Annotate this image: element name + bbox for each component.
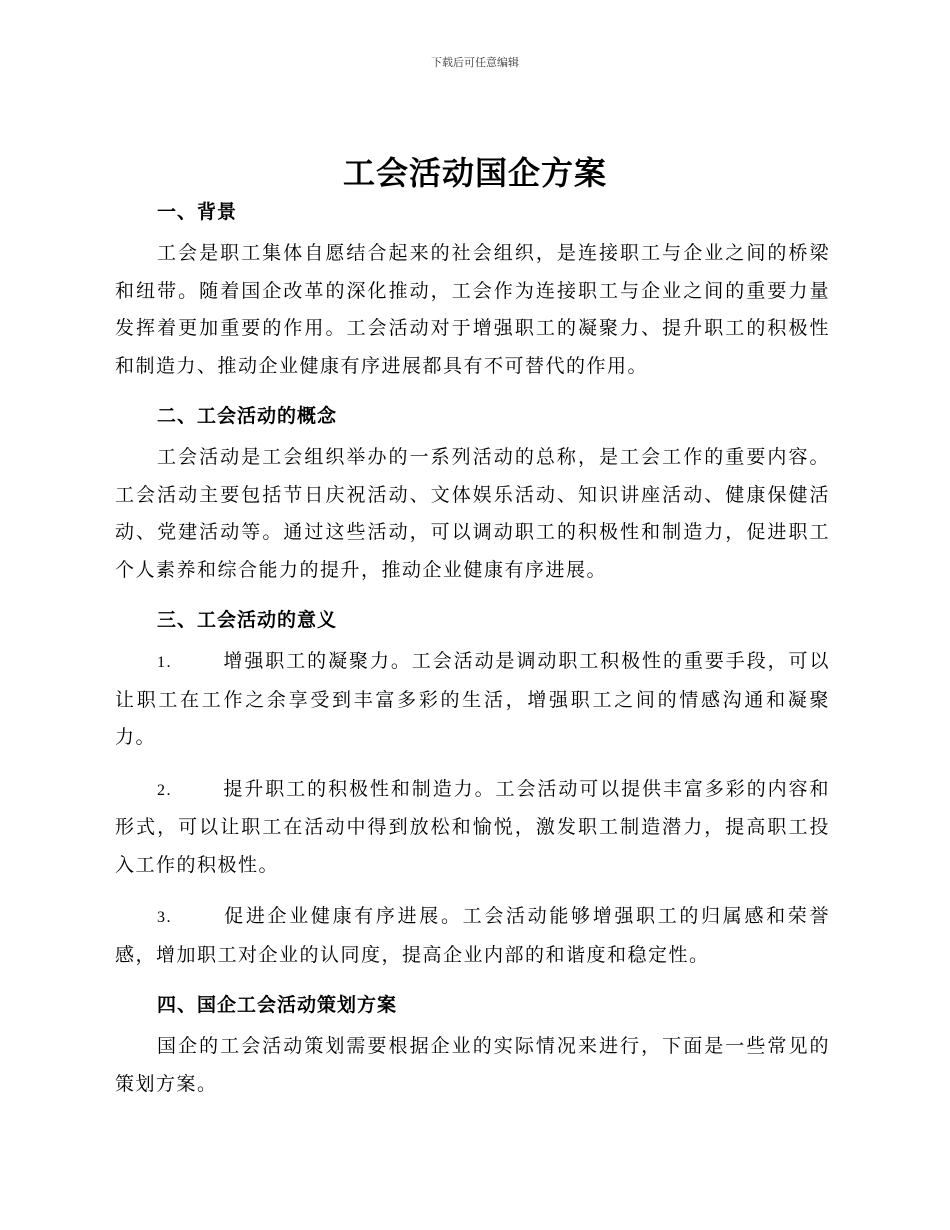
section-heading-background: 一、背景 — [157, 201, 238, 223]
item-number: 1. — [157, 654, 172, 671]
numbered-item — [115, 898, 830, 974]
item-number: 2. — [157, 781, 172, 799]
item-text: 促进企业健康有序进展。工会活动能够增强职工的归属感和荣誉感，增加职工对企业的认同度，提高企业内部的和谐度和稳定性。 — [115, 905, 830, 966]
item-text: 提升职工的积极性和制造力。工会活动可以提供丰富多彩的内容和形式，可以让职工在活动中得到放松和愉悦，激发职工制造潜力，提高职工投入工作的积极性。 — [115, 777, 830, 876]
section-heading-plan: 四、国企工会活动策划方案 — [157, 994, 398, 1016]
section-paragraph: 国企的工会活动策划需要根据企业的实际情况来进行，下面是一些常见的策划方案。 — [115, 1035, 830, 1095]
section-heading-significance: 三、工会活动的意义 — [157, 609, 338, 631]
section-paragraph: 工会活动是工会组织举办的一系列活动的总称，是工会工作的重要内容。工会活动主要包括节日庆祝活动、文体娱乐活动、知识讲座活动、健康保健活动、党建活动等。通过这些活动，可以调动职工的积极性和制造力，促进职工个人素养和综合能力的提升，推动企业健康有序进展。 — [115, 446, 830, 581]
document-body — [115, 195, 830, 1117]
section-heading-concept: 二、工会活动的概念 — [157, 405, 338, 427]
numbered-item — [115, 643, 830, 757]
item-text: 增强职工的凝聚力。工会活动是调动职工积极性的重要手段，可以让职工在工作之余享受到丰富多彩的生活，增强职工之间的情感沟通和凝聚力。 — [115, 650, 830, 748]
document-title: 工会活动国企方案 — [342, 154, 607, 192]
item-number: 3. — [157, 909, 172, 926]
header-note: 下载后可任意编辑 — [431, 56, 519, 69]
section-paragraph: 工会是职工集体自愿结合起来的社会组织，是连接职工与企业之间的桥梁和纽带。随着国企改革的深化推动，工会作为连接职工与企业之间的重要力量发挥着更加重要的作用。工会活动对于增强职工的凝聚力、提升职工的积极性和制造力、推动企业健康有序进展都具有不可替代的作用。 — [115, 242, 830, 377]
numbered-item — [115, 771, 830, 885]
